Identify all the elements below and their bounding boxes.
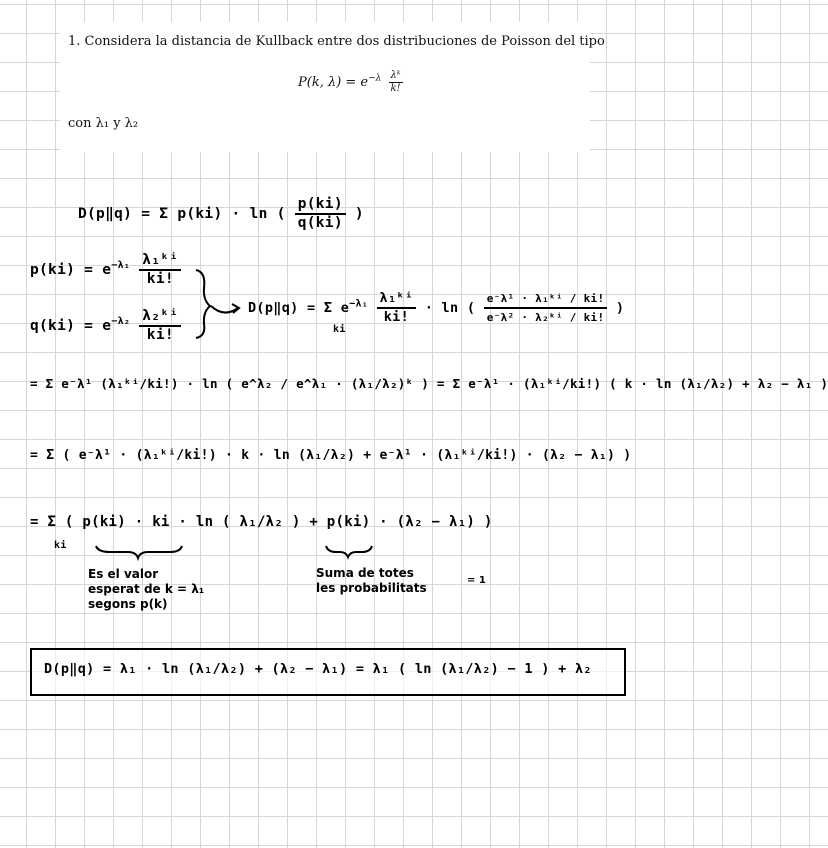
probability-sum-note-line-2: les probabilitats	[316, 581, 427, 595]
statement-text: 1. Considera la distancia de Kullback entre dos distribuciones de Poisson del tipo	[68, 34, 605, 49]
poisson-formula-exponent: −λ	[368, 73, 382, 84]
sum-index-label: ki	[333, 324, 346, 335]
kl-substitution-denominator: ki!	[383, 309, 410, 325]
kl-definition-numerator: p(ki)	[295, 196, 346, 215]
kl-definition-lhs: D(p‖q) = Σ p(ki) · ln (	[78, 206, 286, 222]
kl-substitution-ln: · ln (	[424, 300, 476, 316]
kl-definition-denominator: q(ki)	[297, 215, 343, 231]
kl-substitution-ratio-numerator: e⁻λ¹ · λ₁ᵏⁱ / ki!	[484, 290, 608, 309]
expected-value-note-line-3: segons p(k)	[88, 597, 168, 611]
derivation-step-1: = Σ e⁻λ¹ (λ₁ᵏⁱ/ki!) · ln ( e^λ₂ / e^λ₁ · (λ₁/λ₂)ᵏ ) = Σ e⁻λ¹ · (λ₁ᵏⁱ/ki!) ( k · ln (λ₁/λ₂) + λ₂ − λ₁ )	[30, 376, 828, 391]
derivation-step-3-sub: ki	[54, 540, 67, 551]
definition-brace	[196, 270, 210, 338]
p-definition-denominator: ki!	[146, 271, 174, 287]
kl-definition-close: )	[354, 206, 364, 222]
q-definition-numerator: λ₂ᵏⁱ	[139, 308, 181, 327]
kl-substitution-numerator: λ₁ᵏⁱ	[377, 290, 417, 309]
final-result: D(p‖q) = λ₁ · ln (λ₁/λ₂) + (λ₂ − λ₁) = λ₁ ( ln (λ₁/λ₂) − 1 ) + λ₂	[44, 661, 592, 677]
poisson-fraction-numerator: λᵏ	[390, 70, 401, 81]
probability-sum-note-line-1: Suma de totes	[316, 566, 414, 580]
q-definition-lhs: q(ki) = e	[30, 318, 112, 334]
parameters-text: con λ₁ y λ₂	[68, 116, 139, 131]
kl-substitution-close: )	[615, 300, 625, 316]
kl-substitution-ratio-denominator: e⁻λ² · λ₂ᵏⁱ / ki!	[486, 311, 605, 324]
poisson-formula-lhs: P(k, λ) = e	[298, 75, 369, 90]
p-definition-exponent: −λ₁	[111, 260, 131, 272]
p-definition-lhs: p(ki) = e	[30, 262, 112, 278]
probability-sum-value: = 1	[467, 575, 486, 586]
derivation-step-3: = Σ ( p(ki) · ki · ln ( λ₁/λ₂ ) + p(ki) · (λ₂ − λ₁) )	[30, 514, 493, 530]
kl-substitution-lhs: D(p‖q) = Σ e	[248, 300, 350, 316]
expected-value-note-line-1: Es el valor	[88, 567, 159, 581]
poisson-fraction-denominator: k!	[390, 83, 401, 94]
derivation-step-2: = Σ ( e⁻λ¹ · (λ₁ᵏⁱ/ki!) · k · ln (λ₁/λ₂) + e⁻λ¹ · (λ₁ᵏⁱ/ki!) · (λ₂ − λ₁) )	[30, 448, 632, 463]
probability-sum-underbrace	[326, 546, 372, 557]
kl-substitution-exponent: −λ₁	[349, 298, 369, 310]
p-definition-numerator: λ₁ᵏⁱ	[139, 252, 181, 271]
expected-value-underbrace	[96, 546, 182, 558]
q-definition-denominator: ki!	[146, 327, 174, 343]
expected-value-note-line-2: esperat de k = λ₁	[88, 582, 205, 596]
q-definition-exponent: −λ₂	[111, 316, 131, 328]
